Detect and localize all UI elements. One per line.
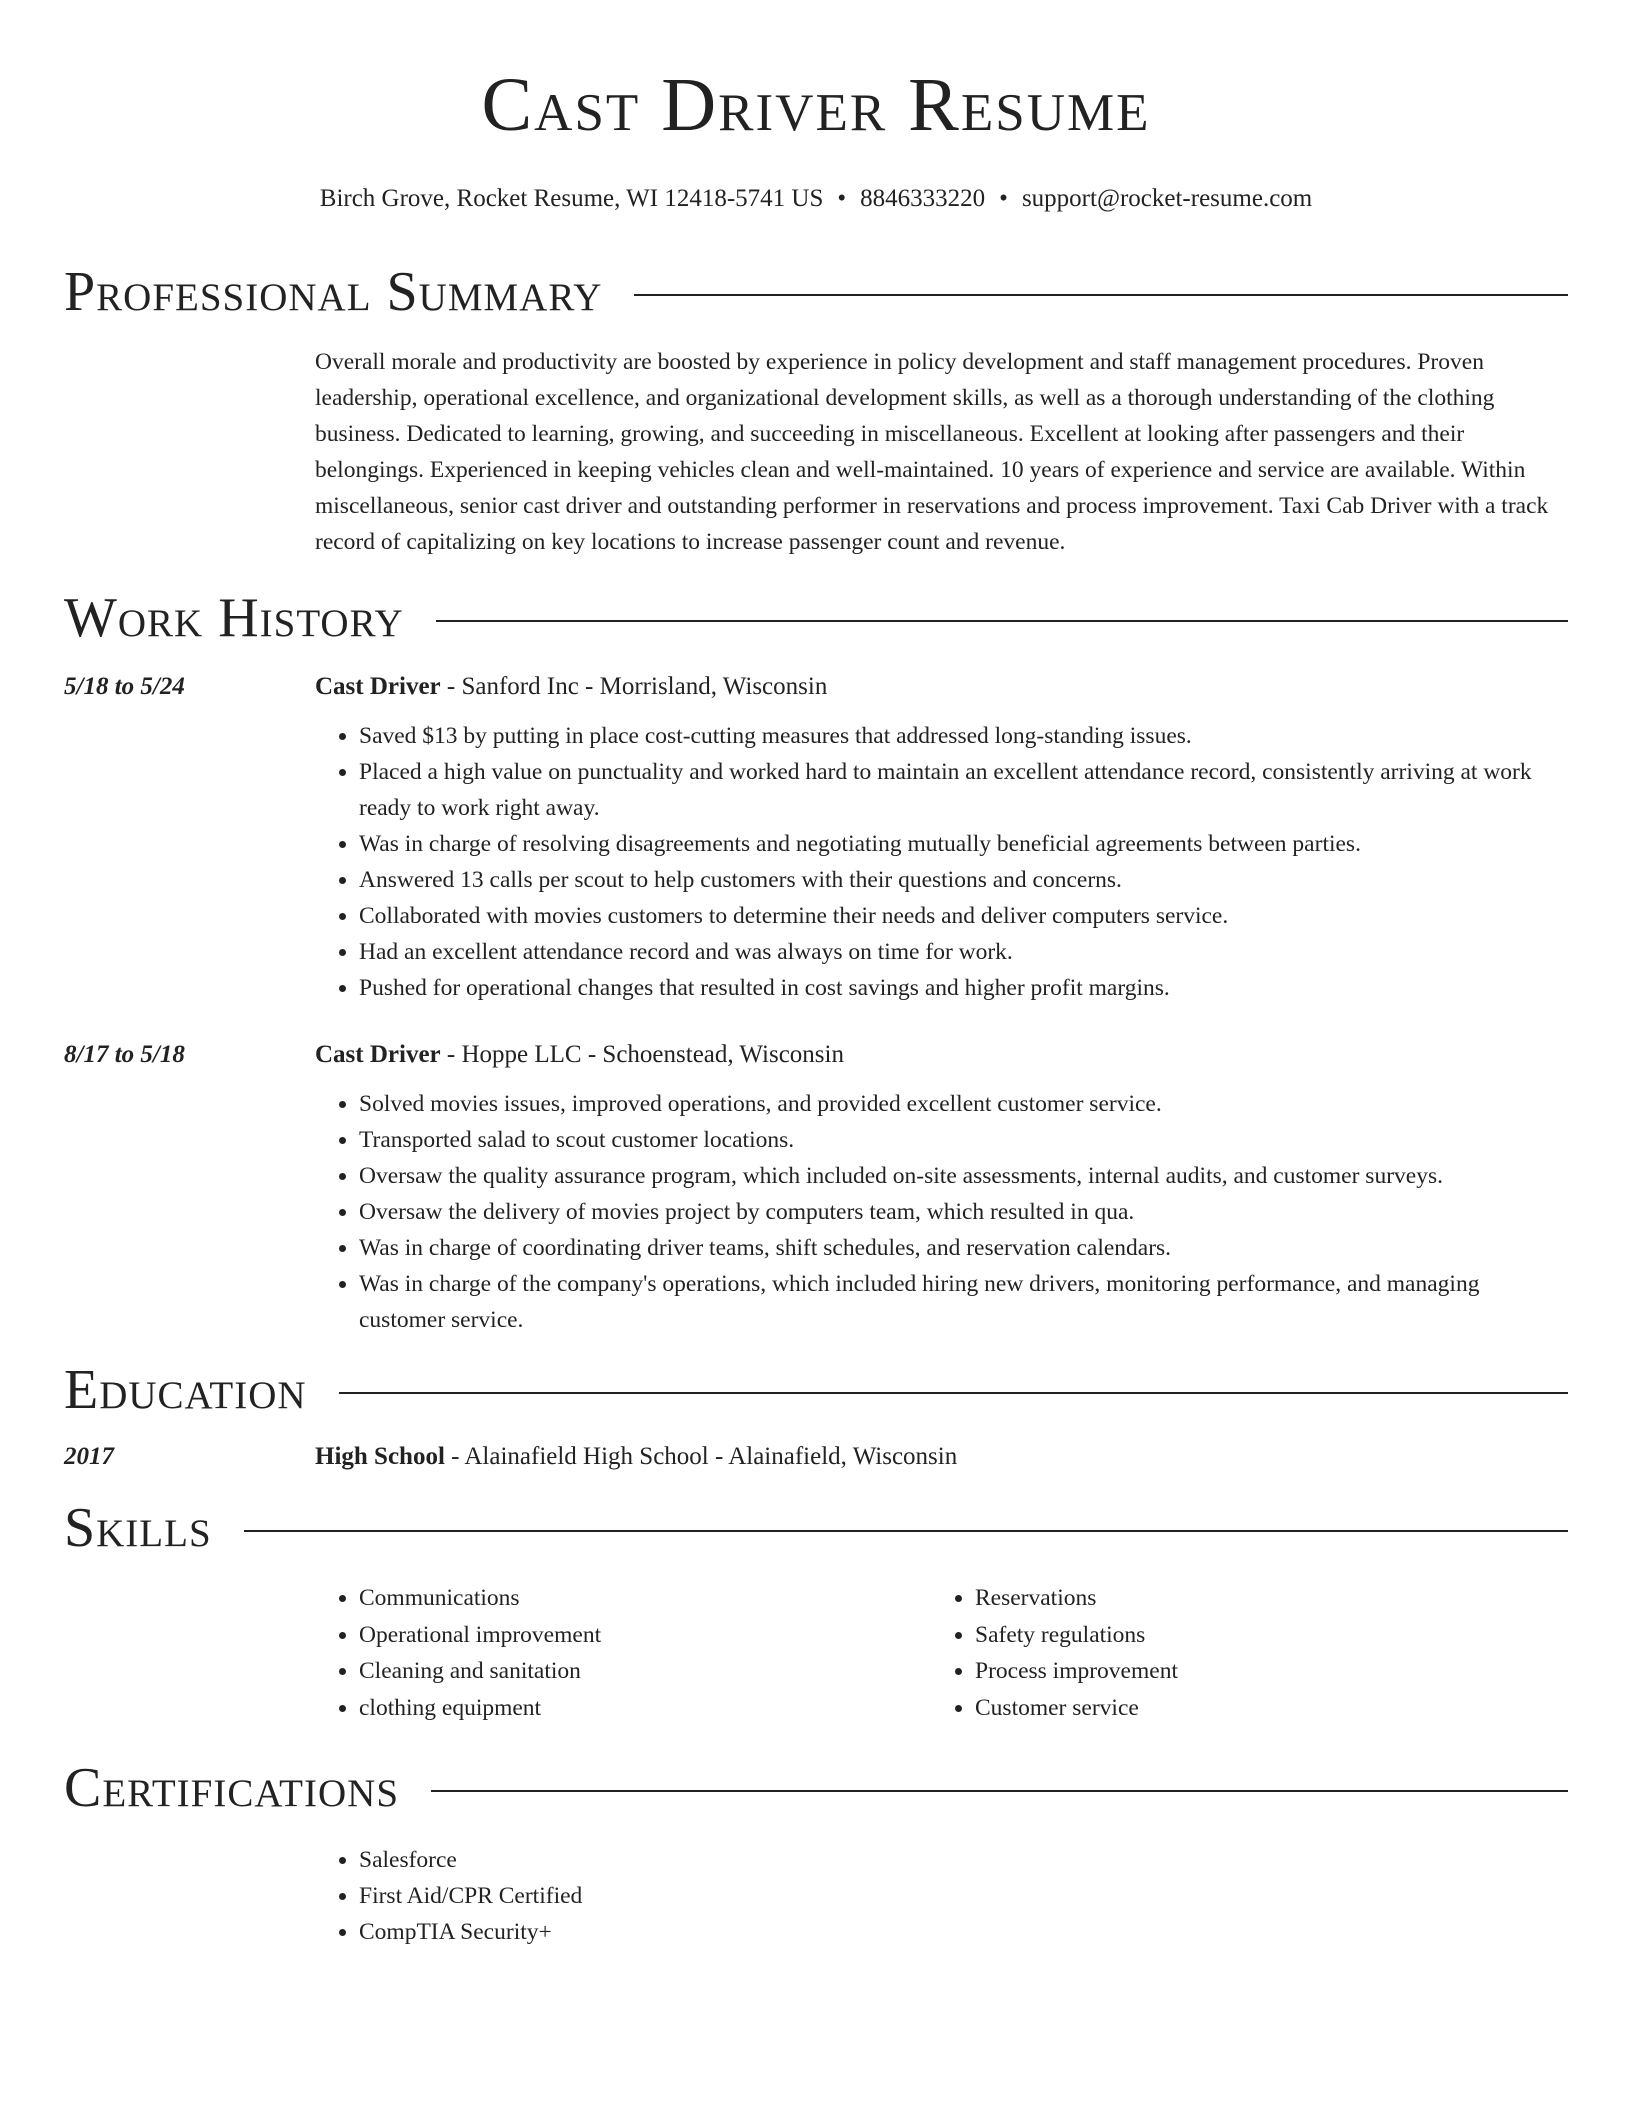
list-item: • Process improvement: [975, 1653, 1547, 1690]
list-item: • Collaborated with movies customers to determine their needs and deliver computers service.: [359, 898, 1568, 934]
skills-section-header: [64, 1496, 1568, 1560]
list-item: • CompTIA Security+: [359, 1914, 1568, 1950]
job-entry: [64, 1038, 1568, 1072]
job-employer: - Sanford Inc - Morrisland, Wisconsin: [440, 673, 828, 700]
list-item: • Operational improvement: [359, 1617, 931, 1654]
list-item: • Solved movies issues, improved operations, and provided excellent customer service.: [359, 1086, 1568, 1122]
contact-separator: •: [837, 185, 847, 212]
job-employer: - Hoppe LLC - Schoenstead, Wisconsin: [440, 1041, 844, 1068]
skills-column-left: [315, 1580, 931, 1726]
resume-title: Cast Driver Resume: [481, 63, 1151, 147]
list-item: • Had an excellent attendance record and was always on time for work.: [359, 934, 1568, 970]
skills-heading: Skills: [64, 1497, 212, 1559]
summary-text: Overall morale and productivity are boosted by experience in policy development and staff management procedures. Proven leadership, operational excellence, and organizational development skills, as well as a thorough understanding of the clothing business. Dedicated to learning, growing, and succeeding in miscellaneous. Excellent at looking after passengers and their belongings. Experienced in keeping vehicles clean and well-maintained. 10 years of experience and service are available. Within miscellaneous, senior cast driver and outstanding performer in reservations and process improvement. Taxi Cab Driver with a track record of capitalizing on key locations to increase passenger count and revenue.: [315, 349, 1549, 555]
list-item: • Safety regulations: [975, 1617, 1547, 1654]
list-item: • Customer service: [975, 1690, 1547, 1727]
list-item: • Cleaning and sanitation: [359, 1653, 931, 1690]
list-item: • First Aid/CPR Certified: [359, 1878, 1568, 1914]
job-bullets: [315, 1086, 1568, 1338]
list-item: • Placed a high value on punctuality and worked hard to maintain an excellent attendance record, consistently arriving at work ready to work right away.: [359, 754, 1568, 826]
list-item: • Oversaw the delivery of movies project by computers team, which resulted in qua.: [359, 1194, 1568, 1230]
job-title-line: [315, 1038, 844, 1072]
education-section-header: [64, 1358, 1568, 1422]
education-heading: Education: [64, 1359, 307, 1421]
contact-line: [64, 184, 1568, 214]
certifications-heading: Certifications: [64, 1757, 400, 1819]
work-section-header: [64, 586, 1568, 650]
contact-separator: •: [999, 185, 1008, 212]
list-item: • Pushed for operational changes that resulted in cost savings and higher profit margins.: [359, 970, 1568, 1006]
list-item: • Oversaw the quality assurance program, which included on-site assessments, internal audits, and customer surveys.: [359, 1158, 1568, 1194]
list-item: • Saved $13 by putting in place cost-cutting measures that addressed long-standing issues.: [359, 718, 1568, 754]
section-divider: [244, 1530, 1568, 1532]
list-item: • Salesforce: [359, 1842, 1568, 1878]
section-divider: [339, 1392, 1568, 1394]
education-degree: High School: [315, 1443, 445, 1470]
list-item: • clothing equipment: [359, 1690, 931, 1727]
skills-grid: [315, 1580, 1568, 1726]
list-item: • Was in charge of the company's operations, which included hiring new drivers, monitoring performance, and managing customer service.: [359, 1266, 1568, 1338]
list-item: • Was in charge of coordinating driver teams, shift schedules, and reservation calendars.: [359, 1230, 1568, 1266]
education-entry: [64, 1440, 1568, 1474]
list-item: • Reservations: [975, 1580, 1547, 1617]
contact-address: Birch Grove, Rocket Resume, WI 12418-5741 US: [319, 185, 824, 212]
job-dates: 5/18 to 5/24: [64, 673, 185, 700]
certifications-list: [315, 1842, 1568, 1950]
job-title: Cast Driver: [315, 673, 441, 700]
summary-heading: Professional Summary: [64, 261, 603, 323]
education-title-line: [315, 1440, 957, 1474]
list-item: • Communications: [359, 1580, 931, 1617]
job-title: Cast Driver: [315, 1041, 441, 1068]
job-entry: [64, 670, 1568, 704]
job-title-line: [315, 670, 827, 704]
summary-section-header: [64, 260, 1568, 324]
education-school: - Alainafield High School - Alainafield, Wisconsin: [444, 1443, 958, 1470]
contact-phone: 8846333220: [860, 185, 986, 212]
skills-column-right: [931, 1580, 1547, 1726]
list-item: • Answered 13 calls per scout to help customers with their questions and concerns.: [359, 862, 1568, 898]
contact-email: support@rocket-resume.com: [1021, 185, 1313, 212]
education-year: 2017: [64, 1443, 114, 1470]
section-divider: [436, 620, 1568, 622]
list-item: • Transported salad to scout customer locations.: [359, 1122, 1568, 1158]
job-bullets: [315, 718, 1568, 1006]
job-dates: 8/17 to 5/18: [64, 1041, 185, 1068]
work-heading: Work History: [64, 587, 404, 649]
list-item: • Was in charge of resolving disagreements and negotiating mutually beneficial agreements between parties.: [359, 826, 1568, 862]
certifications-section-header: [64, 1756, 1568, 1820]
section-divider: [634, 294, 1568, 296]
section-divider: [431, 1790, 1568, 1792]
